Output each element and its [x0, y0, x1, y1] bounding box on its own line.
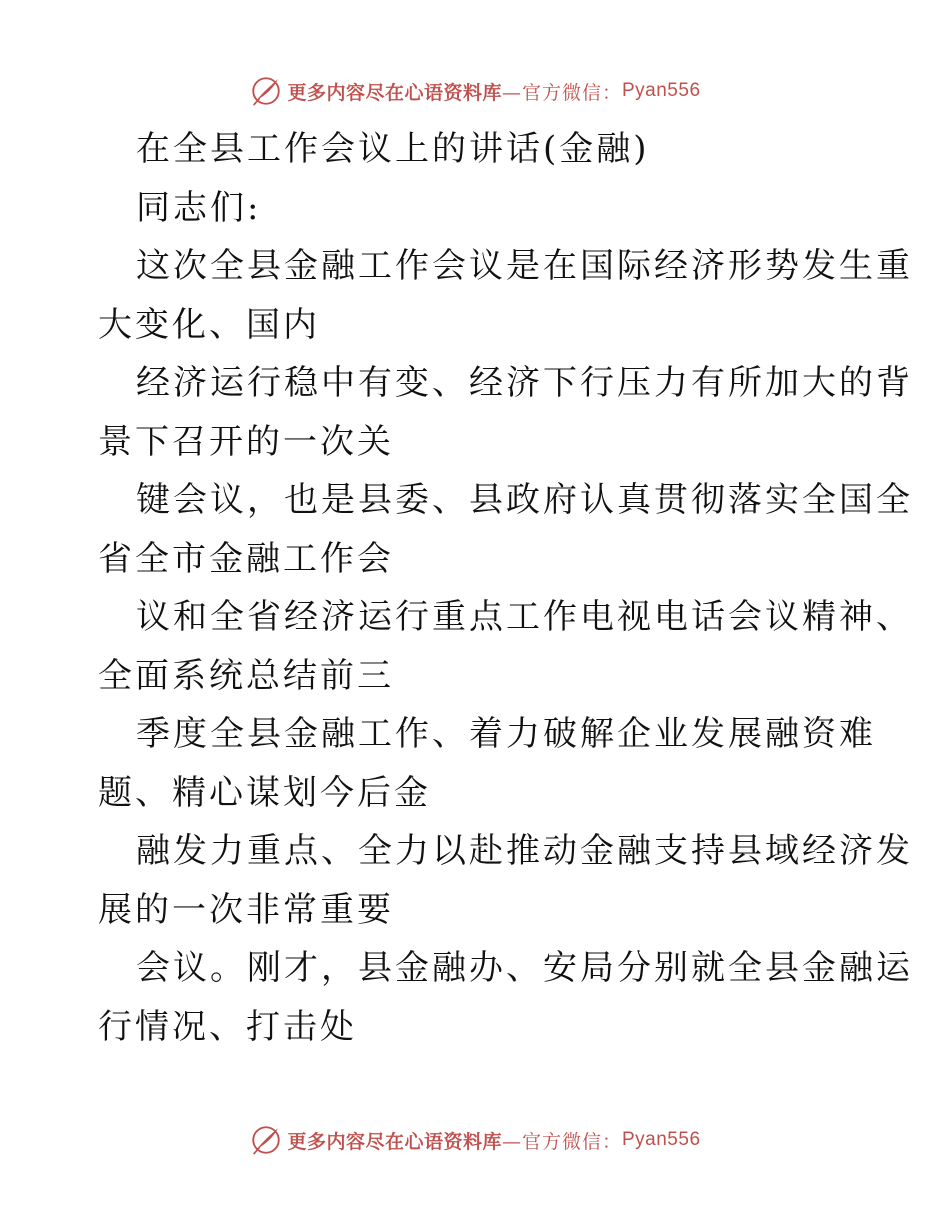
text-line: 融发力重点、全力以赴推动金融支持县域经济发 — [136, 831, 913, 871]
text-line: 大变化、国内 — [98, 304, 320, 345]
text-line: 会议。刚才，县金融办、安局分别就全县金融运 — [136, 948, 913, 988]
text-line: 这次全县金融工作会议是在国际经济形势发生重 — [136, 246, 913, 286]
text-line: 行情况、打击处 — [98, 1006, 357, 1047]
watermark-handle: Pyan556 — [622, 80, 701, 101]
quill-logo-icon — [249, 74, 283, 108]
document-title: 在全县工作会议上的讲话(金融) — [136, 129, 650, 169]
watermark-brand-text: 更多内容尽在心语资料库 — [287, 81, 502, 104]
text-line: 键会议，也是县委、县政府认真贯彻落实全国全 — [136, 480, 913, 520]
text-line: 省全市金融工作会 — [98, 538, 394, 579]
watermark-handle: Pyan556 — [622, 1129, 701, 1150]
footer-watermark — [0, 1120, 950, 1160]
text-line: 全面系统总结前三 — [98, 655, 394, 696]
text-line: 议和全省经济运行重点工作电视电话会议精神、 — [136, 597, 913, 637]
watermark-contact-text: —官方微信： — [501, 1130, 622, 1153]
text-line: 题、精心谋划今后金 — [98, 772, 431, 813]
text-line: 季度全县金融工作、着力破解企业发展融资难 — [136, 714, 876, 754]
watermark-brand-text: 更多内容尽在心语资料库 — [287, 1130, 502, 1153]
text-line: 展的一次非常重要 — [98, 889, 394, 930]
header-watermark — [0, 71, 950, 111]
document-body — [98, 120, 913, 1056]
text-line: 景下召开的一次关 — [98, 421, 394, 462]
text-line: 经济运行稳中有变、经济下行压力有所加大的背 — [136, 363, 913, 403]
watermark-contact-text: —官方微信： — [501, 81, 622, 104]
salutation: 同志们: — [136, 187, 262, 228]
quill-logo-icon — [249, 1123, 283, 1157]
